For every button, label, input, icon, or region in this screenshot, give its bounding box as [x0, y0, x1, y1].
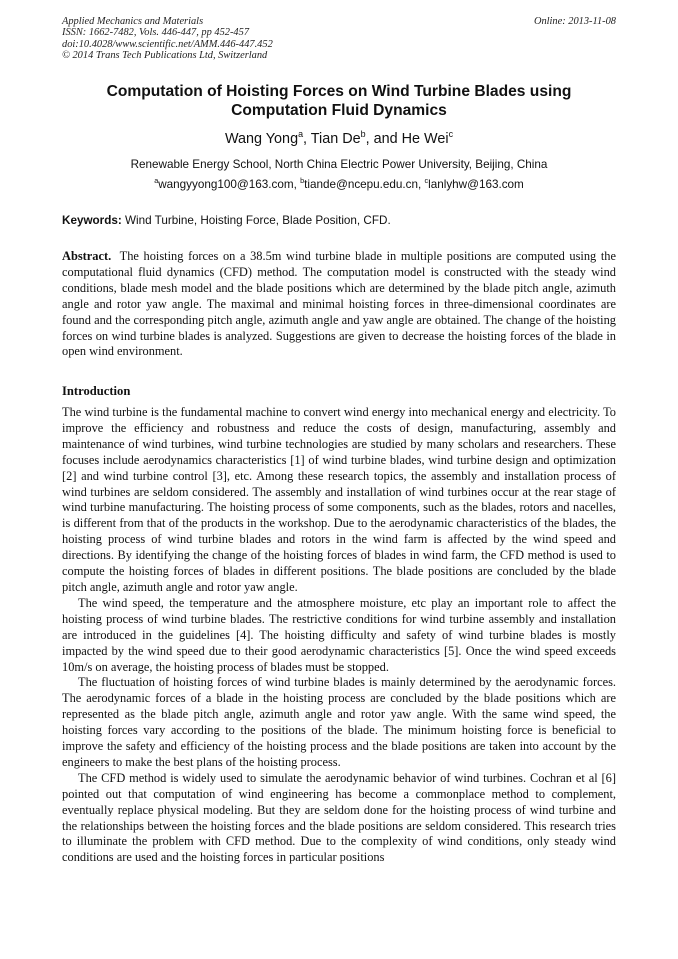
abstract	[62, 249, 616, 360]
author-name: He Wei	[401, 131, 449, 147]
email-superscript: b	[300, 176, 305, 186]
affiliation: Renewable Energy School, North China Electric Power University, Beijing, China	[130, 158, 548, 171]
email-separator: ,	[418, 178, 425, 191]
abstract-text: The hoisting forces on a 38.5m wind turbine blade in multiple positions are computed using the computational fluid dynamics (CFD) method. The computation model is constructed with the steady wind conditions, blade mesh model and the blade positions which are determined by the blade pitch angle, azimuth angle and rotor yaw angle. The maximal and minimal hoisting forces in three-dimensional coordinates are found and the corresponding pitch angle, azimuth angle and yaw angle are obtained. The change of the hoisting forces on wind turbine blades is analyzed. Suggestions are given to decrease the hoisting forces of the blade in open wind environment.	[62, 249, 617, 359]
paper-title	[62, 82, 616, 120]
copyright-line: © 2014 Trans Tech Publications Ltd, Switzerland	[62, 50, 268, 62]
author-superscript: c	[448, 129, 454, 140]
email-superscript: a	[154, 176, 159, 186]
journal-name: Applied Mechanics and Materials	[62, 16, 204, 27]
keywords-label: Keywords:	[62, 214, 122, 227]
keywords	[62, 213, 616, 228]
author-name: Tian De	[310, 131, 361, 147]
journal-header	[62, 16, 616, 62]
author-superscript: b	[360, 129, 366, 140]
author-superscript: a	[298, 129, 304, 140]
email-separator: ,	[293, 178, 301, 191]
title-line-2: Computation Fluid Dynamics	[231, 102, 447, 119]
email-address[interactable]: lanlyhw@163.com	[428, 178, 524, 191]
issn-line: ISSN: 1662-7482, Vols. 446-447, pp 452-457	[62, 27, 250, 39]
author-list	[62, 130, 616, 148]
intro-paragraph: The wind speed, the temperature and the atmosphere moisture, etc play an important role to affect the hoisting process of wind turbine blades. The restrictive conditions for wind turbine assembly and installation are introduced in the guidelines [4]. The hoisting difficulty and safety of wind turbine blades is mostly impacted by the wind speed due to their good aerodynamic characteristics [5]. Once the wind speed exceeds 10m/s on average, the hoisting process of blades must be stopped.	[62, 595, 616, 674]
title-line-1: Computation of Hoisting Forces on Wind Turbine Blades using	[106, 83, 572, 100]
introduction-body	[62, 405, 616, 866]
email-address[interactable]: tiande@ncepu.edu.cn	[304, 178, 418, 191]
intro-paragraph: The fluctuation of hoisting forces of wind turbine blades is mainly determined by the aerodynamic forces. The aerodynamic forces of a blade in the hoisting process are concluded by the blade positions which are represented as the blade pitch angle, azimuth angle and rotor yaw angle. With the same wind speed, the hoisting forces vary according to the positions of the blade. The minimum hoisting force is beneficial to improve the safety and efficiency of the hoisting process and the blade positions are taken into account by the engineers to make the best plans of the hoisting process.	[62, 675, 616, 769]
author-separator: ,	[303, 131, 311, 147]
keywords-text: Wind Turbine, Hoisting Force, Blade Position, CFD.	[125, 214, 391, 227]
email-superscript: c	[424, 176, 429, 186]
intro-paragraph: The CFD method is widely used to simulate the aerodynamic behavior of wind turbines. Cochran et al [6] pointed out that computation of wind engineering has become a commonplace method to complement, eventually replace physical modeling. But they are seldom done for the hoisting process of wind turbine and the relationships between the hoisting forces and the blade positions are seldom considered. This research tries to illuminate the problem with CFD method. Due to the complexity of wind conditions, only steady wind conditions are used and the hoisting forces in particular positions	[62, 770, 616, 865]
author-name: Wang Yong	[224, 131, 299, 147]
abstract-label: Abstract.	[62, 249, 112, 263]
author-separator: , and	[365, 131, 402, 147]
intro-paragraph: The wind turbine is the fundamental machine to convert wind energy into mechanical energy and electricity. To improve the efficiency and robustness and reduce the costs of design, manufacturing, assembly and maintenance of wind turbines, wind turbine technologies are studied by many scholars and researchers. These focuses include aerodynamics characteristics [1] of wind turbine blades, wind turbine design and optimization [2] and wind turbine control [3], etc. Among these research topics, the assembly and installation process of wind turbines are seldom considered. The assembly and installation of wind turbines occur at the rear stage of wind turbine manufacturing. The hoisting process of some components, such as the blades, rotors and nacelles, is different from that of the products in the workshop. Due to the aerodynamic characteristics of the blades, the hoisting process of wind turbine blades and rotors in the wind farm is affected by the wind speed and directions. By identifying the change of the hoisting forces of blades in wind farm, the CFD method is used to compute the hoisting forces of blades in different positions. The blade positions are concluded by the blade pitch angle, azimuth angle and rotor yaw angle.	[62, 405, 616, 594]
email-list	[62, 177, 616, 192]
doi-line[interactable]: doi:10.4028/www.scientific.net/AMM.446-447.452	[62, 38, 273, 50]
section-heading-introduction: Introduction	[62, 384, 131, 398]
online-date: Online: 2013-11-08	[533, 16, 616, 27]
email-address[interactable]: wangyyong100@163.com	[158, 178, 294, 191]
